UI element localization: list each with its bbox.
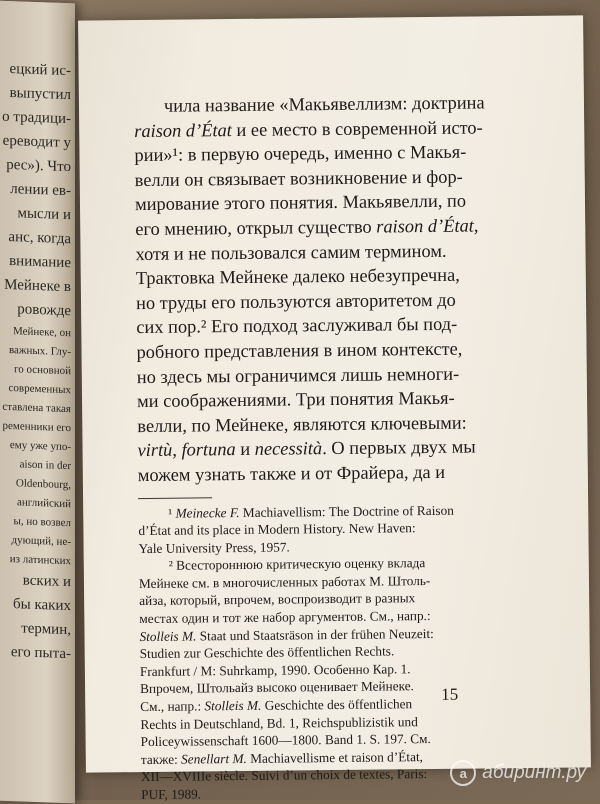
- left-page-fragment: ы, но возвел: [13, 515, 71, 530]
- left-page-fragment: английский: [17, 496, 71, 511]
- body-text: [134, 89, 576, 487]
- left-page-fragment: ецкий ис-: [9, 61, 71, 80]
- footnote-line: Впрочем, Штольайз высоко оценивает Мейнеке.: [139, 678, 415, 697]
- watermark-text: абиринт.ру: [482, 762, 586, 783]
- body-line: но труды его пользуются авторитетом до: [135, 289, 456, 313]
- body-line: сих пор.² Его подход заслуживал бы под-: [136, 314, 458, 338]
- left-page-fragment: выпустил: [9, 85, 71, 104]
- body-line: его мнению, открыл существо raison d’État,: [135, 215, 479, 240]
- left-page-fragment: из латинских: [9, 553, 71, 568]
- body-line: но здесь мы ограничимся лишь немноги-: [136, 363, 460, 387]
- watermark-logo-icon: a: [450, 760, 476, 786]
- left-page-fragment: бы каких: [13, 596, 71, 615]
- body-line: можем узнать также и от Фрайера, да и: [137, 461, 446, 485]
- left-page-fragment: ереводит у: [2, 132, 71, 152]
- left-page-fragment: Oldenbourg,: [15, 477, 71, 492]
- left-page-fragment: важных. Глу-: [9, 344, 71, 359]
- page-content: [134, 89, 579, 803]
- footnote-line: айза, который, впрочем, воспроизводит в разных: [139, 590, 416, 609]
- body-line: virtù, fortuna и necessità. О первых двух мы: [137, 436, 476, 461]
- footnote-line: Frankfurt / M: Suhrkamp, 1990. Особенно Кар. 1.: [139, 661, 411, 679]
- footnote-line: Stolleis M. Staat und Staatsräson in der frühen Neuzeit:: [139, 625, 434, 644]
- body-line: рии»¹: в первую очередь, именно с Макья-: [134, 141, 467, 166]
- footnote-line: Yale University Press, 1957.: [138, 539, 290, 556]
- body-line: ми соображениями. Три понятия Макья-: [136, 387, 455, 412]
- left-page-fragment: вских и: [22, 572, 71, 591]
- footnote-line: XII—XVIIIe siècle. Suivi d’un choix de textes, Paris:: [140, 766, 428, 785]
- left-page-fragment: современных: [8, 381, 71, 397]
- body-line: робного представления в ином контексте,: [136, 338, 463, 363]
- body-line: велли, по Мейнеке, являются ключевыми:: [137, 412, 467, 436]
- footnote-line: Rechts in Deutschland, Bd. 1, Reichspublizistik und: [140, 713, 418, 732]
- footnote-line: Policeywissenschaft 1600—1800. Band 1. S. 197. См.: [140, 731, 431, 750]
- left-page-fragment: ровожде: [17, 301, 71, 320]
- footnote-line: Studien zur Geschichte des öffentlichen Rechts.: [139, 643, 395, 662]
- left-page-fragment: Мейнеке в: [4, 276, 71, 296]
- footnote-line: Мейнеке см. в многочисленных работах М. Штоль-: [138, 572, 431, 591]
- body-line: велли он связывает возникновение и фор-: [134, 166, 463, 190]
- left-page-fragment: о традици-: [2, 108, 71, 128]
- left-page-fragment: рес»). Что: [6, 156, 71, 176]
- left-page-fragment: его пыта-: [10, 644, 71, 663]
- left-page-fragment: ременники его: [2, 419, 71, 435]
- footnote-line: местах один и тот же набор аргументов. См., напр.:: [139, 608, 431, 627]
- body-line: чила название «Макьявеллизм: доктрина: [163, 92, 485, 116]
- footnotes: [138, 500, 579, 804]
- left-page-fragment: термин,: [21, 620, 71, 639]
- page-number: 15: [441, 684, 459, 704]
- left-page-fragment: внимание: [9, 253, 71, 272]
- left-page-fragment: ему уже упо-: [9, 439, 71, 454]
- left-page-edge: [0, 0, 75, 803]
- left-page-fragment: ставлена такая: [2, 400, 71, 416]
- footnote-line: PUF, 1989.: [141, 786, 202, 803]
- footnote-line: также: Senellart M. Machiavellisme et raison d’État,: [140, 748, 424, 767]
- watermark: [450, 760, 586, 786]
- footnote-line: ¹ Meinecke F. Machiavellism: The Doctrine of Raison: [168, 502, 454, 521]
- body-line: Трактовка Мейнеке далеко небезупречна,: [135, 264, 460, 289]
- body-line: мирование этого понятия. Макьявелли, по: [134, 190, 467, 215]
- left-page-fragment: Мейнеке, он: [12, 325, 71, 340]
- footnote-line: ² Всестороннюю критическую оценку вклада: [168, 555, 426, 574]
- left-page-fragment: лении ев-: [10, 181, 71, 200]
- footnote-line: См., напр.: Stolleis M. Geschichte des öffentlichen: [140, 696, 413, 715]
- left-page-fragment: мысли и: [17, 205, 71, 224]
- footnote-line: d’État and its place in Modern History. New Haven:: [138, 520, 416, 539]
- left-page-fragment: го основной: [14, 363, 71, 378]
- body-line: raison d’État и ее место в современной исто-: [134, 117, 483, 141]
- left-page-fragment: дующий, не-: [11, 534, 71, 549]
- left-page-fragment: aison in der: [19, 458, 71, 473]
- left-page-fragment: анс, когда: [8, 228, 71, 248]
- footnote-divider: [138, 497, 212, 499]
- body-line: хотя и не пользовался самим термином.: [135, 240, 447, 264]
